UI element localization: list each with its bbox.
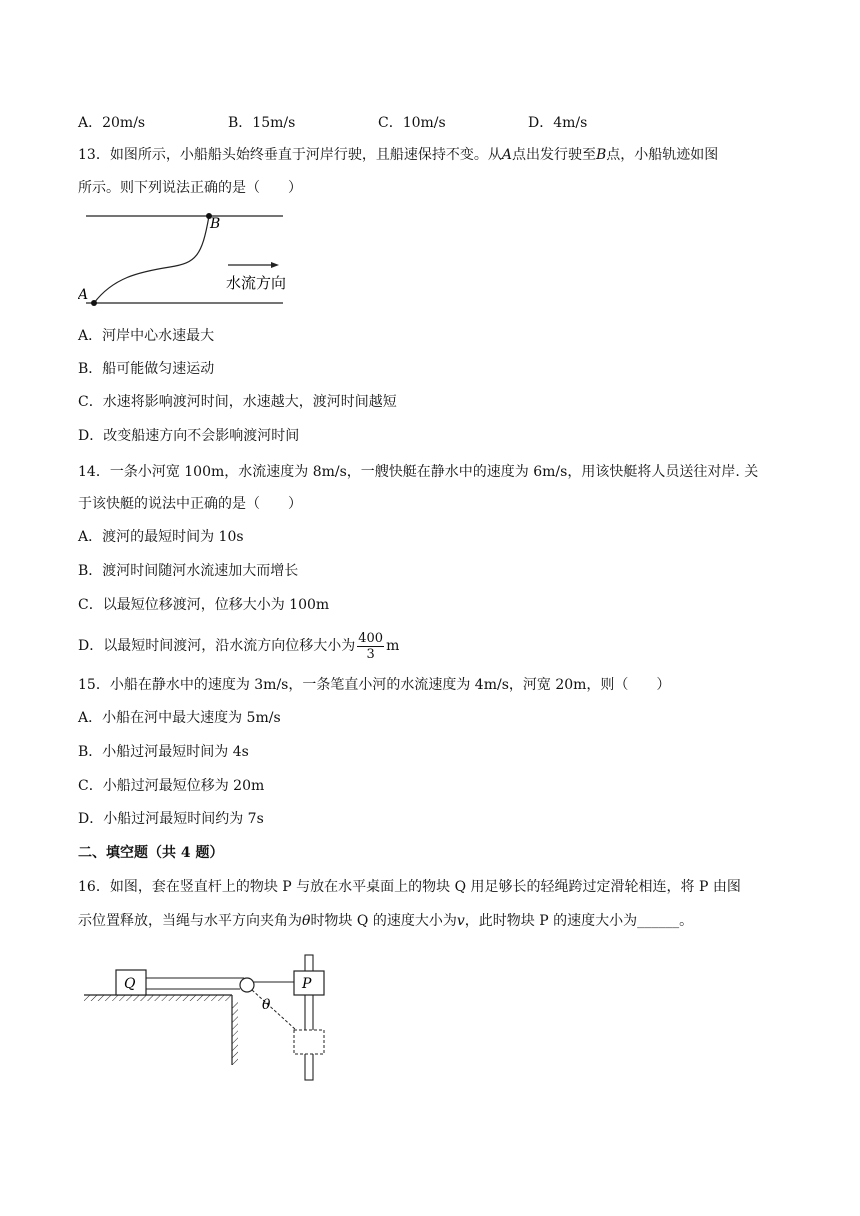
label-q: Q (124, 976, 136, 992)
label-p: P (302, 976, 312, 992)
table-hatch-top (84, 995, 232, 1001)
label-theta: θ (262, 997, 271, 1013)
q12-options (0, 113, 860, 133)
q13-option-b[interactable]: B．船可能做匀速运动 (78, 361, 215, 377)
q14-stem-line1: 14．一条小河宽 100m，水流速度为 8m/s，一艘快艇在静水中的速度为 6m/s，用该快艇将人员送往对岸. 关 (78, 464, 759, 480)
q12-option-a[interactable]: A．20m/s (78, 115, 146, 131)
q16-pulley-figure (78, 950, 348, 1085)
table-hatch-side (232, 1001, 238, 1065)
q15-stem: 15．小船在静水中的速度为 3m/s，一条笔直小河的水流速度为 4m/s，河宽 20m，则（ ） (78, 677, 671, 693)
q13-stem-point-a: A (501, 147, 512, 163)
boat-trajectory (94, 216, 209, 303)
figure-label-b: B (210, 216, 221, 232)
flow-arrow-head (271, 262, 279, 268)
q13-stem-line2: 所示。则下列说法正确的是（ ） (78, 180, 302, 196)
q14-option-d[interactable]: D．以最短时间渡河，沿水流方向位移大小为 $\frac{400}{3}$ m (78, 630, 400, 662)
fraction: $\frac{400}{3}$ (358, 630, 384, 662)
section-title: 二、填空题（共 4 题） (78, 845, 224, 861)
q15-option-c[interactable]: C．小船过河最短位移为 20m (78, 778, 265, 794)
flow-direction-label: 水流方向 (226, 274, 287, 292)
q16-velocity: v (456, 913, 465, 929)
q13-option-d[interactable]: D．改变船速方向不会影响渡河时间 (78, 428, 300, 444)
q12-option-d[interactable]: D．4m/s (528, 115, 588, 131)
q15-option-b[interactable]: B．小船过河最短时间为 4s (78, 744, 249, 760)
dashed-block-p (294, 1030, 324, 1054)
q13-stem-line1: 13．如图所示，小船船头始终垂直于河岸行驶，且船速保持不变。从A点出发行驶至B点，小船轨迹如图 (78, 147, 719, 163)
q13-stem-point-b: B (595, 147, 607, 163)
q13-option-c[interactable]: C．水速将影响渡河时间，水速越大，渡河时间越短 (78, 394, 397, 410)
q15-option-d[interactable]: D．小船过河最短时间约为 7s (78, 811, 264, 827)
q13-option-a[interactable]: A．河岸中心水速最大 (78, 328, 215, 344)
q12-option-b[interactable]: B．15m/s (228, 115, 296, 131)
figure-label-a: A (78, 287, 89, 303)
q13-river-figure (78, 208, 298, 312)
point-a-dot (91, 300, 97, 306)
dashed-rope (252, 990, 296, 1030)
q14-stem-line2: 于该快艇的说法中正确的是（ ） (78, 496, 302, 512)
pulley-icon (240, 978, 254, 992)
q14-option-a[interactable]: A．渡河的最短时间为 10s (78, 529, 244, 545)
q16-theta: θ (302, 913, 311, 929)
q16-stem-line1: 16．如图，套在竖直杆上的物块 P 与放在水平桌面上的物块 Q 用足够长的轻绳跨过定滑轮相连，将 P 由图 (78, 879, 741, 895)
q14-option-c[interactable]: C．以最短位移渡河，位移大小为 100m (78, 597, 330, 613)
q14-option-b[interactable]: B．渡河时间随河水流速加大而增长 (78, 563, 299, 579)
q15-option-a[interactable]: A．小船在河中最大速度为 5m/s (78, 710, 281, 726)
q16-stem-line2: 示位置释放，当绳与水平方向夹角为θ时物块 Q 的速度大小为v，此时物块 P 的速度大小为______。 (78, 913, 694, 929)
q12-option-c[interactable]: C．10m/s (378, 115, 446, 131)
